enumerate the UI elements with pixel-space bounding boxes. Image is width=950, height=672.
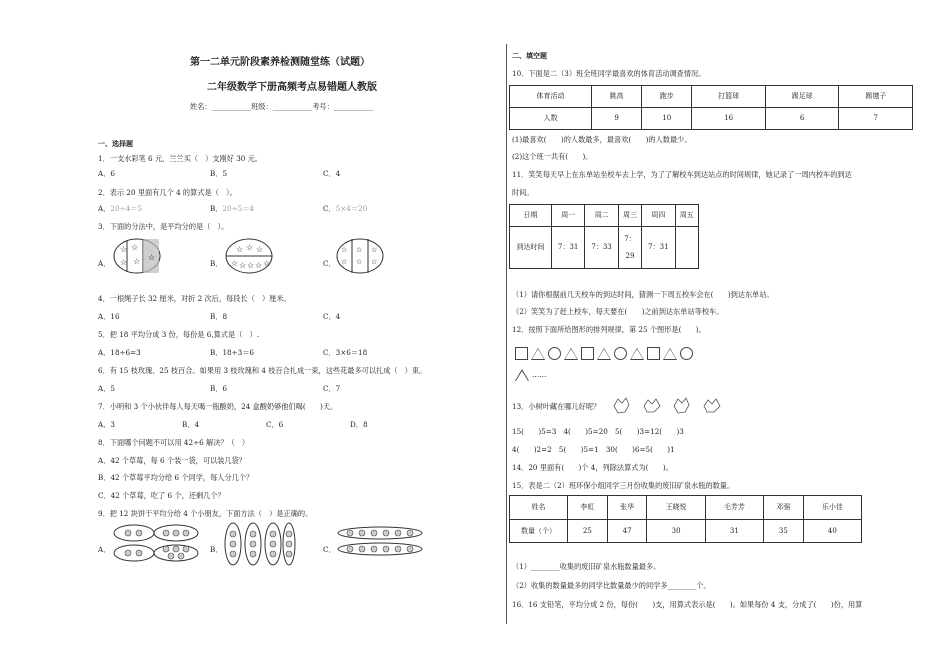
section-fill: 二、填空题 xyxy=(512,52,547,60)
table-cell: 周四 xyxy=(642,205,675,227)
circle-shape xyxy=(680,347,693,360)
q3-a: A． xyxy=(98,259,111,268)
table-cell: 打篮球 xyxy=(692,86,766,108)
q6-b: B．6 xyxy=(210,384,228,393)
table-cell: 邓强 xyxy=(763,496,803,520)
q5-a: A．18÷6=3 xyxy=(98,348,141,357)
q3-option-c-figure xyxy=(336,238,384,274)
table-cell: 7：31 xyxy=(552,227,585,269)
svg-text:☆: ☆ xyxy=(255,261,263,270)
svg-text:☆: ☆ xyxy=(356,258,363,266)
q8-c: C．42 个草莓，吃了 6 个，还剩几个？ xyxy=(98,491,225,500)
triangle-shape xyxy=(630,348,644,360)
svg-text:☆: ☆ xyxy=(120,245,128,254)
q9-c: C． xyxy=(323,545,336,554)
table-cell: 乐小佳 xyxy=(803,496,861,520)
svg-text:☆: ☆ xyxy=(231,259,239,268)
q11-1: （1）请你根据前几天校车的到达时间，猜测一下周五校车会在( )到达东单站。 xyxy=(512,290,774,299)
table-cell: 周五 xyxy=(675,205,698,227)
table-cell: 王晓悦 xyxy=(647,496,705,520)
table-cell: 16 xyxy=(692,108,766,130)
table-cell: 7： 29 xyxy=(618,227,641,269)
q6-a: A．5 xyxy=(98,384,115,393)
triangle-shape xyxy=(597,348,611,360)
q2-b: B．20÷5＝4 xyxy=(210,204,254,213)
table-cell: 到达时间 xyxy=(510,227,552,269)
q7-b: B．4 xyxy=(182,420,200,429)
table-cell: 周一 xyxy=(552,205,585,227)
q6: 6．有 15 枝玫瑰、25 枝百合。如果用 3 枝玫瑰和 4 枝百合扎成一束，这些花最多可以扎成（ ）束。 xyxy=(98,366,427,375)
q2: 2．表示 20 里面有几个 4 的算式是（ ）。 xyxy=(98,188,237,197)
q15: 15．表是二（2）班环保小组同学三月份收集的废旧矿泉水瓶的数量。 xyxy=(512,481,735,490)
square-shape xyxy=(647,347,660,360)
q15-2: （2）收集的数量最多的同学比数量最少的同学多________个。 xyxy=(512,581,711,590)
q9-option-a-figure xyxy=(112,522,202,566)
table-cell: 47 xyxy=(607,519,647,543)
column-divider xyxy=(506,44,507,624)
svg-text:☆: ☆ xyxy=(133,257,141,266)
table-cell: 跳高 xyxy=(592,86,642,108)
q10-2: (2)这个班一共有( )。 xyxy=(512,152,593,161)
page-title: 第一二单元阶段素养检测随堂练（试题） xyxy=(190,57,370,68)
page-subtitle: 二年级数学下册高频考点易错题人教版 xyxy=(207,82,377,93)
table-cell: 张华 xyxy=(607,496,647,520)
table-cell: 9 xyxy=(592,108,642,130)
table-cell: 25 xyxy=(568,519,608,543)
sports-table xyxy=(509,85,913,130)
triangle-shape xyxy=(564,348,578,360)
table-cell: 体育活动 xyxy=(510,86,592,108)
bus-time-table xyxy=(509,204,699,269)
q5-c: C．3×6＝18 xyxy=(323,348,368,357)
q3-b: B． xyxy=(210,259,223,268)
table-cell: 7：33 xyxy=(585,227,618,269)
table-cell: 周二 xyxy=(585,205,618,227)
q13-line2: 4( )2=2 5( )5=1 30( )6=5( )1 xyxy=(512,445,675,454)
leaf-icons xyxy=(612,396,732,416)
svg-text:☆: ☆ xyxy=(263,259,271,268)
q14: 14．20 里面有( )个 4，列除法算式为( )。 xyxy=(512,463,673,472)
q3: 3．下面的分法中，是平均分的是（ ）。 xyxy=(98,222,229,231)
svg-text:☆: ☆ xyxy=(131,243,139,252)
q9-option-b-figure xyxy=(223,520,295,568)
svg-text:☆: ☆ xyxy=(148,253,156,262)
q8-a: A．42 个草莓，每 6 个装一袋，可以装几袋？ xyxy=(98,456,246,465)
table-cell: 31 xyxy=(705,519,763,543)
section-choice: 一、选择题 xyxy=(98,140,133,148)
table-cell: 10 xyxy=(642,108,692,130)
q4-a: A．16 xyxy=(98,312,120,321)
shape-sequence-cont: …… xyxy=(515,369,546,381)
q7-a: A．3 xyxy=(98,420,115,429)
svg-text:☆: ☆ xyxy=(247,261,255,270)
q8-b: B．42 个草莓平均分给 6 个同学，每人分几个？ xyxy=(98,473,254,482)
circle-shape xyxy=(614,347,627,360)
q5-b: B．18÷3＝6 xyxy=(210,348,254,357)
q10: 10．下面是二（3）班全班同学最喜欢的体育活动调查情况。 xyxy=(512,69,706,78)
student-info: 姓名：___________班级：___________考号：___________ xyxy=(190,102,374,111)
table-cell: 毛芳芳 xyxy=(705,496,763,520)
q4-b: B．8 xyxy=(210,312,228,321)
shape-sequence xyxy=(515,347,696,360)
table-cell: 7 xyxy=(839,108,913,130)
table-cell: 40 xyxy=(803,519,861,543)
svg-text:☆: ☆ xyxy=(239,261,247,270)
svg-text:☆: ☆ xyxy=(246,243,254,252)
q3-option-a-figure xyxy=(113,238,161,274)
q6-c: C．7 xyxy=(323,384,341,393)
table-cell: 踢足球 xyxy=(765,86,839,108)
q9-b: B． xyxy=(210,545,223,554)
table-cell: 人数 xyxy=(510,108,592,130)
triangle-shape xyxy=(531,348,545,360)
q12: 12．按照下面所给图形的排列规律，第 25 个图形是( )。 xyxy=(512,325,706,334)
q2-a: A．20÷4＝5 xyxy=(98,204,142,213)
q7: 7．小明和 3 个小伙伴每人每天喝一瓶酸奶，24 盒酸奶够他们喝( )天。 xyxy=(98,402,338,411)
circle-shape xyxy=(548,347,561,360)
q1-c: C．4 xyxy=(323,169,341,178)
q16: 16．16 支铅笔，平均分成 2 份，每份( )支，用算式表示是( )。如果每份 4 支，分成了( )份，用算 xyxy=(512,600,863,609)
q9-option-c-figure xyxy=(336,525,426,565)
svg-text:☆: ☆ xyxy=(256,245,264,254)
table-cell: 姓名 xyxy=(510,496,568,520)
table-cell: 30 xyxy=(647,519,705,543)
q13: 13．小树叶藏在哪儿好呢？ xyxy=(512,402,601,411)
triangle-shape xyxy=(663,348,677,360)
table-cell: 7：31 xyxy=(642,227,675,269)
svg-text:☆: ☆ xyxy=(356,246,363,254)
q11-2: （2）笑笑为了赶上校车，每天要在( )之前到达东单站等校车。 xyxy=(512,307,724,316)
q1-a: A．6 xyxy=(98,169,115,178)
table-cell: 数量（个） xyxy=(510,519,568,543)
svg-text:☆: ☆ xyxy=(341,258,348,266)
table-cell: 6 xyxy=(765,108,839,130)
svg-text:☆: ☆ xyxy=(371,246,378,254)
q4-c: C．4 xyxy=(323,312,341,321)
q9: 9．把 12 块饼干平均分给 4 个小朋友，下面方法（ ）是正确的。 xyxy=(98,509,313,518)
q10-1: (1)最喜欢( )的人数最多，最喜欢( )的人数最少。 xyxy=(512,135,692,144)
svg-text:☆: ☆ xyxy=(341,246,348,254)
table-cell: 35 xyxy=(763,519,803,543)
q2-c: C．5×4＝20 xyxy=(323,204,368,213)
q5: 5．把 18 平均分成 3 份，每份是 6,算式是（ ）. xyxy=(98,330,260,339)
square-shape xyxy=(581,347,594,360)
q8: 8．下面哪个问题不可以用 42÷6 解决？（ ） xyxy=(98,438,250,447)
q15-1: （1）________收集的废旧矿泉水瓶数量最多。 xyxy=(512,562,661,571)
table-cell: 周三 xyxy=(618,205,641,227)
table-cell: 跑步 xyxy=(642,86,692,108)
table-cell xyxy=(675,227,698,269)
svg-text:☆: ☆ xyxy=(236,245,244,254)
svg-text:☆: ☆ xyxy=(120,258,128,267)
q4: 4．一根绳子长 32 厘米，对折 2 次后，每段长（ ）厘米。 xyxy=(98,294,291,303)
q3-option-b-figure xyxy=(225,238,273,274)
q11: 11．笑笑每天早上在东单站坐校车去上学，为了了解校车到达站点的时间规律，她记录了一周内校车的到达 xyxy=(512,170,852,179)
q1: 1．一支水彩笔 6 元，兰兰买（ ）支刚好 30 元。 xyxy=(98,154,262,163)
q7-d: D．8 xyxy=(350,420,368,429)
table-cell: 日期 xyxy=(510,205,552,227)
q7-c: C．6 xyxy=(266,420,284,429)
q9-a: A． xyxy=(98,545,111,554)
q3-c: C． xyxy=(323,259,336,268)
triangle-shape xyxy=(515,369,529,381)
svg-text:☆: ☆ xyxy=(371,258,378,266)
table-cell: 踢毽子 xyxy=(839,86,913,108)
table-cell: 李虹 xyxy=(568,496,608,520)
q13-line1: 15( )5=3 4( )5=20 5( )3=12( )3 xyxy=(512,427,684,436)
square-shape xyxy=(515,347,528,360)
q11-cont: 时间。 xyxy=(512,188,534,197)
q1-b: B．5 xyxy=(210,169,228,178)
bottle-table xyxy=(509,495,862,543)
